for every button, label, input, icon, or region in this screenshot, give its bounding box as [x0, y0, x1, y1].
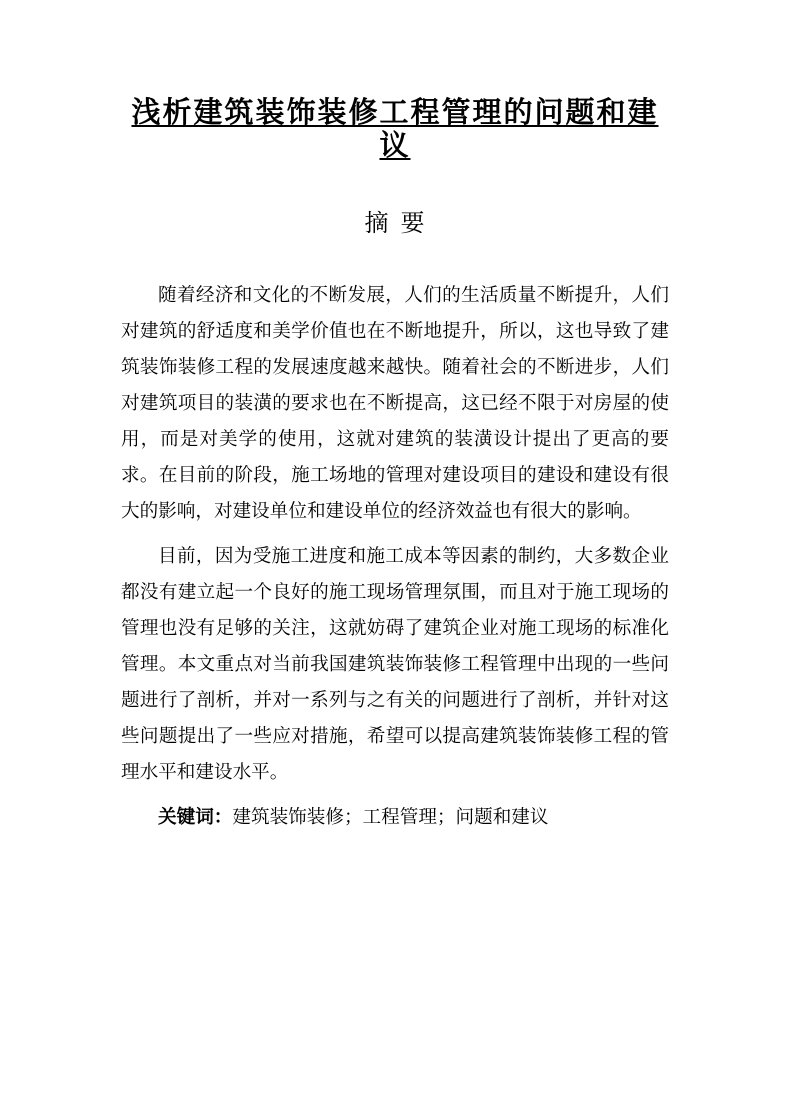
document-title: 浅析建筑装饰装修工程管理的问题和建议 [131, 95, 659, 162]
keywords-line [158, 800, 549, 836]
abstract-paragraph-1: 随着经济和文化的不断发展，人们的生活质量不断提升，人们对建筑的舒适度和美学价值也在不断地提升，所以，这也导致了建筑装饰装修工程的发展速度越来越快。随着社会的不断进步，人们对建筑项目的装潢的要求也在不断提高，这已经不限于对房屋的使用，而是对美学的使用，这就对建筑的装潢设计提出了更高的要求。在目前的阶段，施工场地的管理对建设项目的建设和建设有很大的影响，对建设单位和建设单位的经济效益也有很大的影响。 [121, 285, 669, 522]
abstract-heading: 摘要 [364, 209, 437, 237]
keywords-value: 建筑装饰装修；工程管理；问题和建议 [232, 807, 549, 828]
keywords-label: 关键词： [158, 807, 233, 828]
abstract-paragraph-2: 目前，因为受施工进度和施工成本等因素的制约，大多数企业都没有建立起一个良好的施工现场管理氛围，而且对于施工现场的管理也没有足够的关注，这就妨碍了建筑企业对施工现场的标准化管理。本文重点对当前我国建筑装饰装修工程管理中出现的一些问题进行了剖析，并对一系列与之有关的问题进行了剖析，并针对这些问题提出了一些应对措施，希望可以提高建筑装饰装修工程的管理水平和建设水平。 [121, 546, 669, 783]
